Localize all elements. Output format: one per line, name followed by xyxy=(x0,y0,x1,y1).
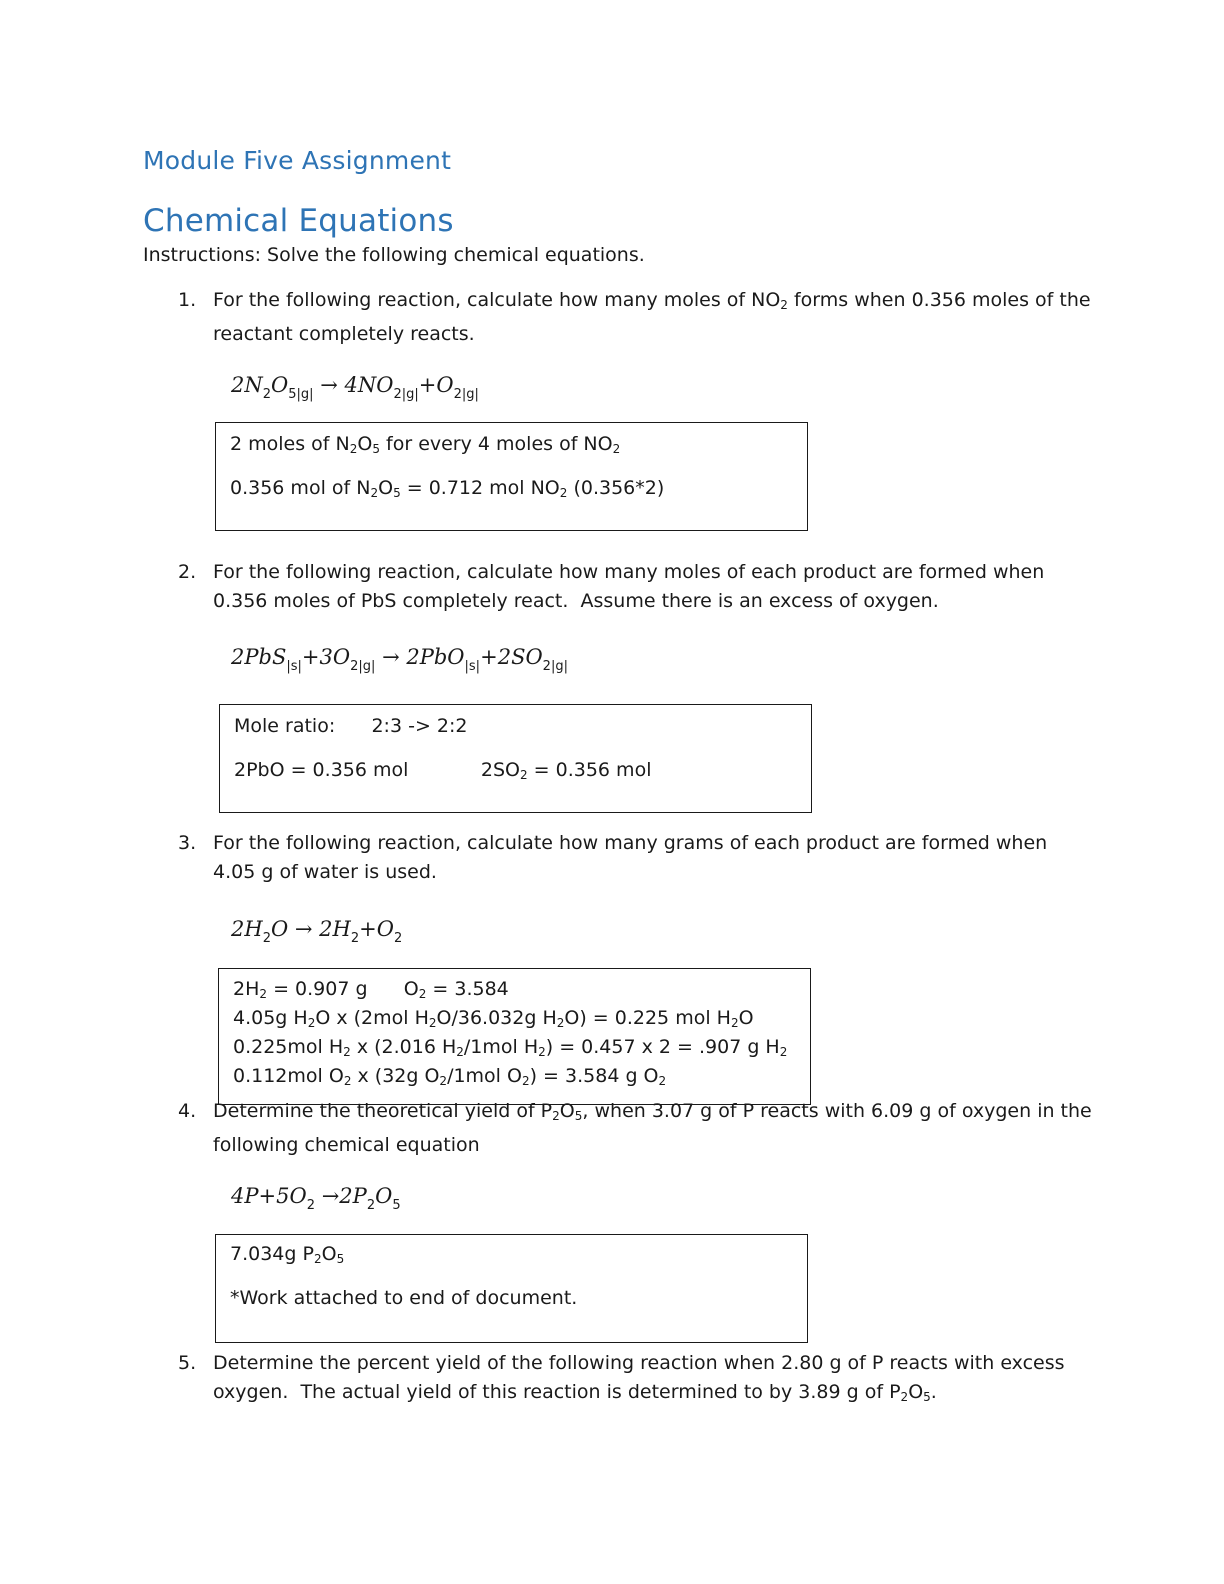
question-text: Determine the percent yield of the following reaction when 2.80 g of P reacts with excess oxygen. The actual yield of this reaction is determined to by 3.89 g of $P_2O_5$. xyxy=(213,1352,1065,1404)
answer-box xyxy=(219,704,812,813)
question-number: 4. xyxy=(178,1100,197,1122)
answer-line: 2PbO = 0.356 mol $2SO_2 = 0.356$ mol xyxy=(234,759,652,782)
answer-line: 4.05g $H_2O$ x (2mol $H_2O/36.032g$ $H_2O) = 0.225$ mol $H_2O$ xyxy=(233,1007,754,1030)
answer-line: Mole ratio: 2:3 -> 2:2 xyxy=(234,715,468,737)
question-text: For the following reaction, calculate how many moles of each product are formed when 0.356 moles of PbS completely react. Assume there is an excess of oxygen. xyxy=(213,561,1045,612)
answer-box xyxy=(215,1234,808,1343)
answer-line: 2 moles of $N_2O_5$ for every 4 moles of $NO_2$ xyxy=(230,433,621,456)
answer-box xyxy=(215,422,808,531)
answer-line: 7.034g $P_2O_5$ xyxy=(230,1243,345,1266)
question-number: 5. xyxy=(178,1352,197,1374)
chemical-equation: $2N_2O_{5|g|} \to 4NO_{2|g|}+O_{2|g|}$ xyxy=(231,373,479,402)
question-text: For the following reaction, calculate how many grams of each product are formed when 4.05 g of water is used. xyxy=(213,832,1048,883)
question-number: 3. xyxy=(178,832,197,854)
question-number: 1. xyxy=(178,289,197,311)
instructions: Instructions: Solve the following chemical equations. xyxy=(143,244,645,266)
module-heading: Module Five Assignment xyxy=(143,146,452,175)
answer-line: *Work attached to end of document. xyxy=(230,1287,578,1309)
answer-line: 0.225mol $H_2$ x (2.016 $H_2/1mol$ $H_2) = 0.457$ x 2 = .907 g $H_2$ xyxy=(233,1036,788,1059)
chemical-equation: $4P+5O_2 \to 2P_2O_5$ xyxy=(231,1184,401,1213)
answer-line: 0.356 mol of $N_2O_5 = 0.712$ mol $NO_2$ (0.356*2) xyxy=(230,477,665,500)
chemical-equation: $2H_2O \to 2H_2+O_2$ xyxy=(231,917,403,946)
answer-line: 0.112mol $O_2$ x (32g $O_2/1mol$ $O_2) = 3.584$ g $O_2$ xyxy=(233,1065,667,1088)
question-text: Determine the theoretical yield of $P_2O_5$, when 3.07 g of P reacts with 6.09 g of oxygen in the following chemical equation xyxy=(213,1100,1092,1156)
question-text: For the following reaction, calculate how many moles of $NO_2$ forms when 0.356 moles of the reactant completely reacts. xyxy=(213,289,1091,345)
question-number: 2. xyxy=(178,561,197,583)
answer-line: $2H_2 = 0.907$ g $O_2 = 3.584$ xyxy=(233,978,509,1001)
answer-box xyxy=(218,968,811,1105)
chemical-equation: $2PbS_{|s|}+3O_{2|g|} \to 2PbO_{|s|}+2SO_{2|g|}$ xyxy=(231,645,568,674)
page-title: Chemical Equations xyxy=(143,203,454,239)
